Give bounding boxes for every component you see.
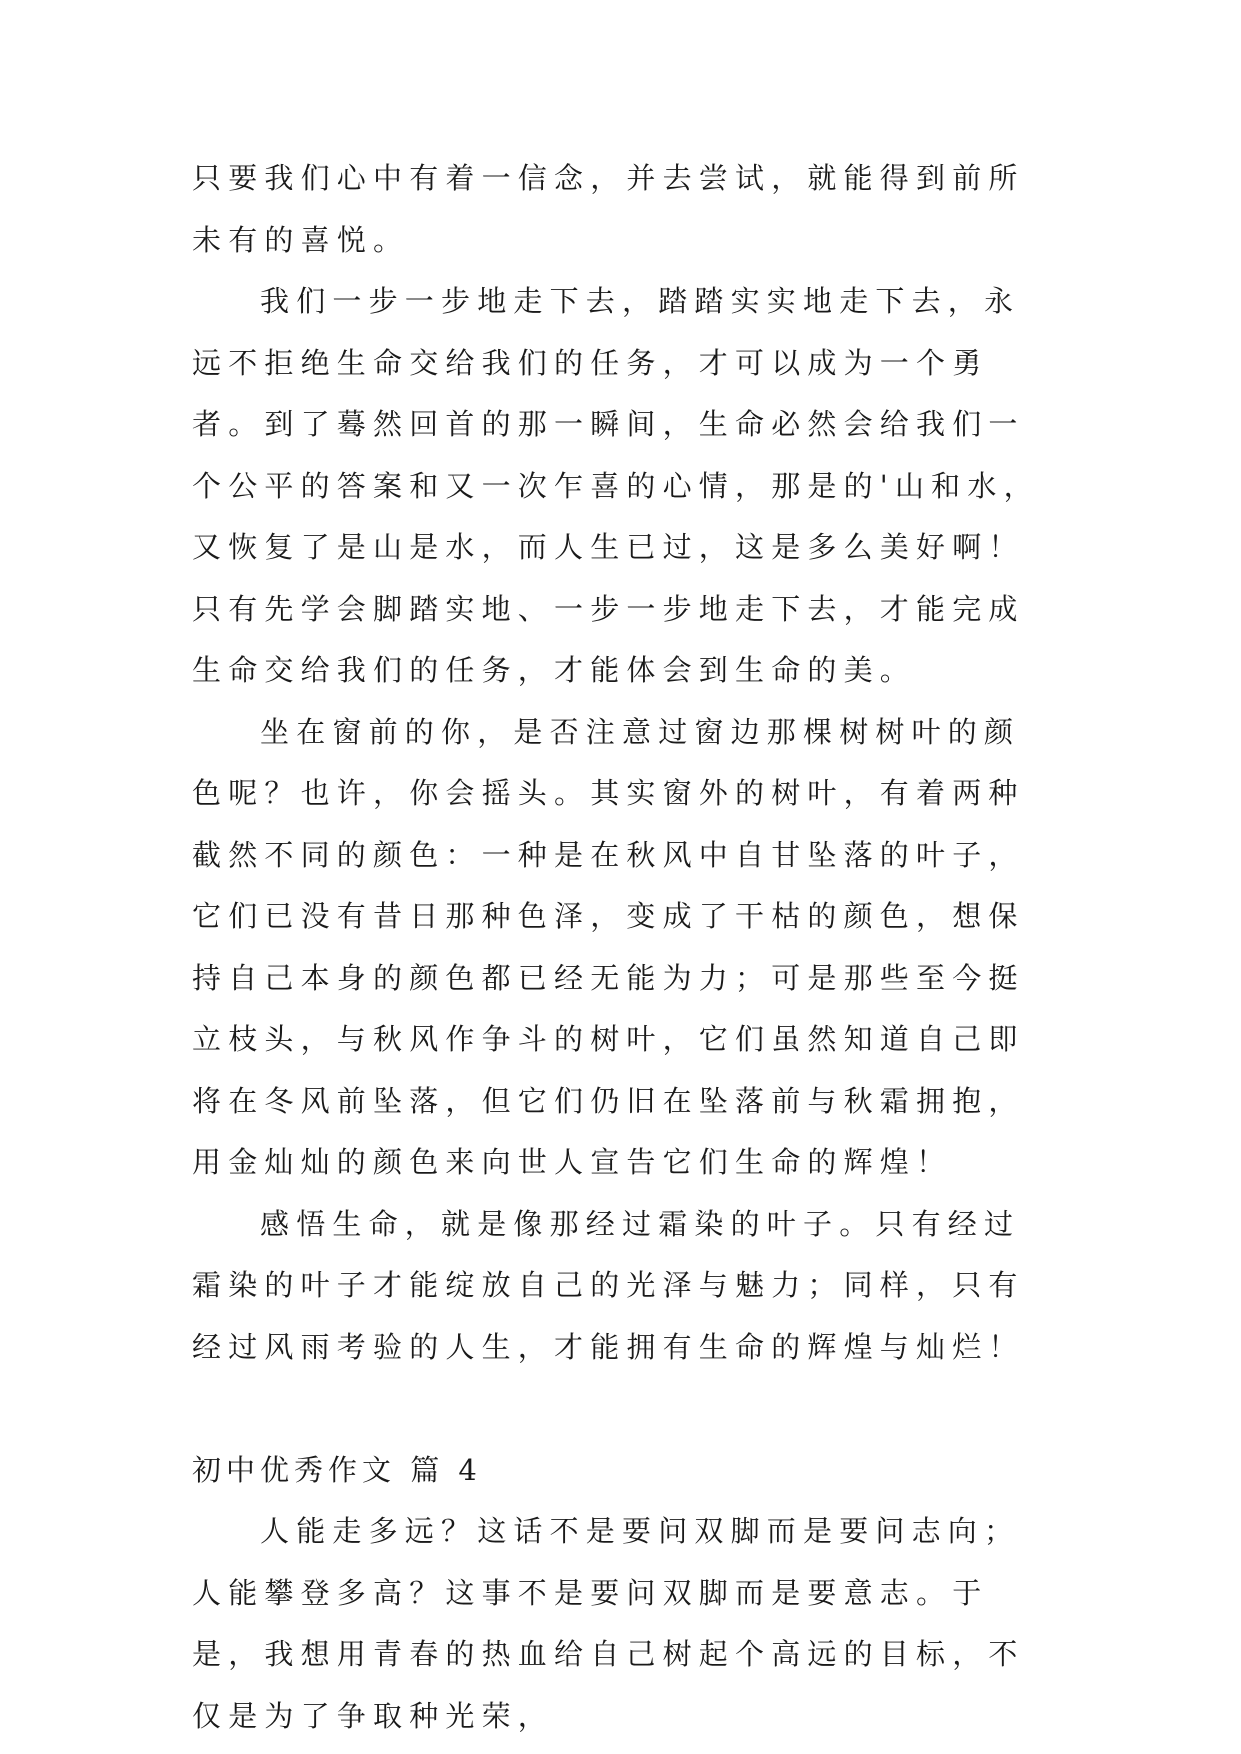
paragraph-4: 感悟生命，就是像那经过霜染的叶子。只有经过霜染的叶子才能绽放自己的光泽与魅力；同样，只有经过风雨考验的人生，才能拥有生命的辉煌与灿烂！ <box>192 1206 1025 1364</box>
paragraph-1: 只要我们心中有着一信念，并去尝试，就能得到前所未有的喜悦。 <box>192 161 1025 257</box>
document-body <box>192 148 1052 1747</box>
section-spacer <box>192 1378 1052 1440</box>
paragraph-3: 坐在窗前的你，是否注意过窗边那棵树树叶的颜色呢？也许，你会摇头。其实窗外的树叶，有着两种截然不同的颜色：一种是在秋风中自甘坠落的叶子，它们已没有昔日那种色泽，变成了干枯的颜色，想保持自己本身的颜色都已经无能为力；可是那些至今挺立枝头，与秋风作争斗的树叶，它们虽然知道自己即将在冬风前坠落，但它们仍旧在坠落前与秋霜拥抱，用金灿灿的颜色来向世人宣告它们生命的辉煌！ <box>192 714 1025 1179</box>
paragraph-2: 我们一步一步地走下去，踏踏实实地走下去，永远不拒绝生命交给我们的任务，才可以成为一个勇者。到了蓦然回首的那一瞬间，生命必然会给我们一个公平的答案和又一次乍喜的心情，那是的'山和水，又恢复了是山是水，而人生已过，这是多么美好啊！只有先学会脚踏实地、一步一步地走下去，才能完成生命交给我们的任务，才能体会到生命的美。 <box>192 284 1040 687</box>
section-heading: 初中优秀作文 篇 4 <box>192 1452 482 1487</box>
paragraph-5: 人能走多远？这话不是要问双脚而是要问志向；人能攀登多高？这事不是要问双脚而是要意志。于是，我想用青春的热血给自己树起个高远的目标，不仅是为了争取种光荣， <box>192 1514 1025 1733</box>
